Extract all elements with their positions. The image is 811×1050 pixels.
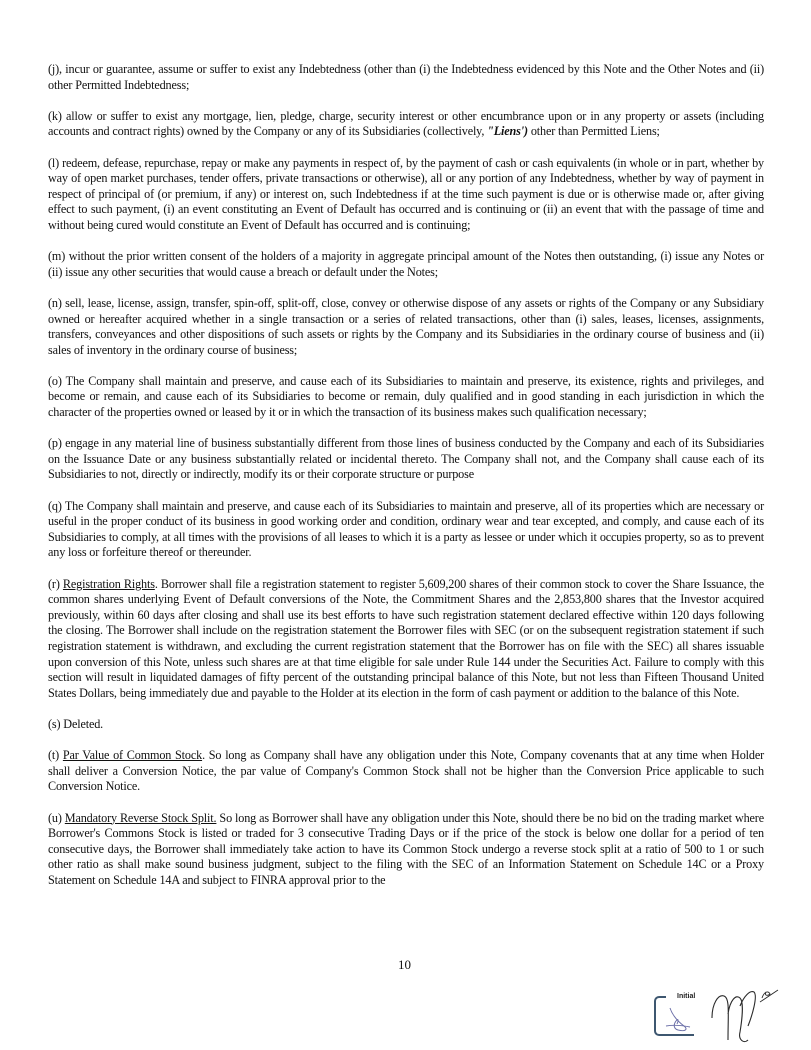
paragraph-r-prefix: (r) xyxy=(48,576,63,591)
paragraph-u xyxy=(48,811,764,889)
page-number: 10 xyxy=(398,957,411,972)
paragraph-s: (s) Deleted. xyxy=(48,716,104,731)
paragraph-u-prefix: (u) xyxy=(48,810,65,825)
paragraph-l: (l) redeem, defease, repurchase, repay or make any payments in respect of, by the payment of cash or cash equivalents (in whole or in part, whether by way of open market purchases, tender offers, private transactions or otherwise), all or any portion of any Indebtedness, whether by way of payment in respect of principal of (or premium, if any) or interest on, such Indebtedness if at the time such payment is due or is otherwise made or, after giving effect to such payment, (i) an event constituting an Event of Default has occurred and is continuing or (ii) an event that with the passage of time and without being cured would constitute an Event of Default has occurred and is continuing; xyxy=(48,155,764,232)
reverse-split-heading: Mandatory Reverse Stock Split. xyxy=(64,810,217,825)
paragraph-k-tail: other than Permitted Liens; xyxy=(527,124,660,139)
paragraph-k xyxy=(48,109,764,140)
paragraph-q: (q) The Company shall maintain and preserve, and cause each of its Subsidiaries to maintain and preserve, all of its properties which are necessary or useful in the proper conduct of its business in good working order and condition, ordinary wear and tear excepted, and comply, and cause each of its Subsidiaries to comply, at all times with the provisions of all leases to which it is a party as lessee or under which it occupies property, so as to prevent any loss or forfeiture thereof or thereunder. xyxy=(48,498,764,560)
initial-stamp-label: Initial xyxy=(677,993,696,1000)
paragraph-t xyxy=(48,748,764,795)
paragraph-p: (p) engage in any material line of business substantially different from those lines of business conducted by the Company and each of its Subsidiaries on the Issuance Date or any business substantially related or incidental thereto. The Company shall not, and the Company shall cause each of its Subsidiaries to not, directly or indirectly, modify its or their corporate structure or purpose xyxy=(48,436,764,482)
initial-scribble-icon xyxy=(664,1006,694,1034)
paragraph-o: (o) The Company shall maintain and preserve, and cause each of its Subsidiaries to maintain and preserve, its existence, rights and privileges, and become or remain, and cause each of its Subsidiaries to become or remain, duly qualified and in good standing in each jurisdiction in which the character of the properties owned or leased by it or in which the transaction of its business makes such qualification necessary; xyxy=(48,373,764,420)
paragraph-n: (n) sell, lease, license, assign, transfer, spin-off, split-off, close, convey or otherwise dispose of any assets or rights of the Company or any Subsidiary owned or hereafter acquired whether in a single transaction or a series of related transactions, other than (i) sales, leases, licenses, assignments, transfers, conveyances and other dispositions of such assets or rights by the Company and its Subsidiaries in the ordinary course of business and (ii) sales of inventory in the ordinary course of business; xyxy=(48,295,764,357)
paragraph-t-prefix: (t) xyxy=(48,748,63,763)
par-value-heading: Par Value of Common Stock xyxy=(62,748,203,763)
paragraph-r xyxy=(48,577,764,702)
paragraph-j: (j), incur or guarantee, assume or suffer to exist any Indebtedness (other than (i) the Indebtedness evidenced by this Note and the Other Notes and (ii) other Permitted Indebtedness; xyxy=(48,62,764,92)
document-page xyxy=(48,62,764,904)
liens-defined-term: "Liens') xyxy=(487,124,528,139)
paragraph-k-text: (k) allow or suffer to exist any mortgage, lien, pledge, charge, security interest or other encumbrance upon or in any property or assets (including accounts and contract rights) owned by the Company or any of its Subsidiaries (collectively, xyxy=(48,108,764,139)
signature-icon xyxy=(708,984,798,1046)
paragraph-m: (m) without the prior written consent of the holders of a majority in aggregate principal amount of the Notes then outstanding, (i) issue any Notes or (ii) issue any other securities that would cause a breach or default under the Notes; xyxy=(48,249,764,279)
paragraph-t-body: . So long as Company shall have any obligation under this Note, Company covenants that at any time when Holder shall deliver a Conversion Notice, the par value of Company's Common Stock shall not be higher than the Conversion Price applicable to such Conversion Notice. xyxy=(48,748,765,794)
paragraph-r-body: . Borrower shall file a registration statement to register 5,609,200 shares of their common stock to cover the Share Issuance, the common shares underlying Event of Default conversions of the Note, the Commitment Shares and the 2,853,800 shares that the Investor acquired previously, within 60 days after closing and shall use its best efforts to have such registration statement declared effective within 120 days following the closing. The Borrower shall include on the registration statement the Borrower files with SEC (or on the subsequent registration statement if such registration statement is withdrawn, and excluding the current registration statement that the Borrower has on file with the SEC) all shares issuable upon conversion of this Note, unless such shares are at that time eligible for sale under Rule 144 under the Securities Act. Failure to comply with this section will result in liquidated damages of fifty percent of the outstanding principal balance of this Note, but not less than Fifteen Thousand United States Dollars, being immediately due and payable to the Holder at its election in the form of cash payment or addition to the balance of this Note. xyxy=(48,576,764,700)
paragraph-u-body: So long as Borrower shall have any obligation under this Note, should there be no bid on the trading market where Borrower's Commons Stock is listed or traded for 3 consecutive Trading Days or if the price of the stock is below one dollar for a period of ten consecutive days, the Borrower shall immediately take action to have its Common Stock undergo a reverse stock split at a ratio of 500 to 1 or such other ratio as shall make sound business judgment, subject to the filing with the SEC of an Information Statement on Schedule 14C or a Proxy Statement on Schedule 14A and subject to FINRA approval prior to the xyxy=(48,810,764,887)
registration-rights-heading: Registration Rights xyxy=(62,576,155,591)
